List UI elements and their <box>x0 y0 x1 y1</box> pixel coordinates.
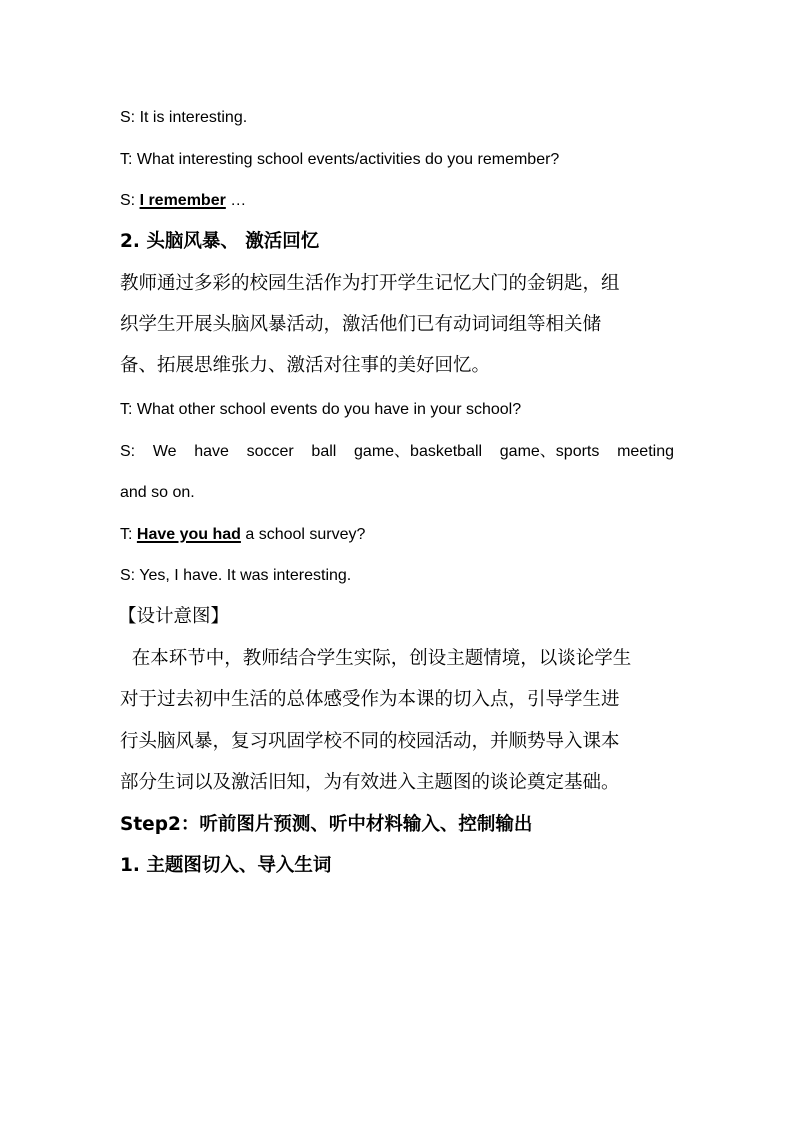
section-heading-brainstorm <box>120 231 319 253</box>
speaker-prefix: S: <box>120 192 140 209</box>
paragraph-text: 行头脑风暴，复习巩固学校不同的校园活动，并顺势导入课本 <box>120 731 620 752</box>
paragraph-line <box>120 731 620 753</box>
paragraph-text: 教师通过多彩的校园生活作为打开学生记忆大门的金钥匙，组 <box>120 273 620 294</box>
word: We <box>152 443 177 460</box>
design-intent-title <box>118 606 229 628</box>
dialogue-line-teacher-2 <box>120 399 521 421</box>
dialogue-line-continuation <box>120 482 195 504</box>
paragraph-text: 备、拓展思维张力、激活对往事的美好回忆。 <box>120 355 491 376</box>
dialogue-text: T: What other school events do you have in your school? <box>120 401 522 418</box>
paragraph-text: 在本环节中，教师结合学生实际，创设主题情境，以谈论学生 <box>120 648 632 669</box>
word: soccer <box>246 443 294 460</box>
word: game、basketball <box>354 443 483 460</box>
dialogue-text: S: It is interesting. <box>120 109 248 126</box>
key-phrase-underlined: I remember <box>139 192 226 209</box>
dialogue-line-student-3 <box>120 441 674 463</box>
paragraph-line <box>120 314 601 336</box>
paragraph-line <box>120 648 631 670</box>
paragraph-line <box>120 772 620 794</box>
dialogue-line-student-2 <box>120 190 246 212</box>
step-heading <box>120 814 532 836</box>
word: S: <box>120 443 136 460</box>
dialogue-line-student-1 <box>120 107 247 129</box>
sub-heading <box>120 855 331 877</box>
word: game、sports <box>499 443 600 460</box>
paragraph-text: 对于过去初中生活的总体感受作为本课的切入点，引导学生进 <box>120 689 620 710</box>
paragraph-text: 织学生开展头脑风暴活动，激活他们已有动词词组等相关储 <box>120 314 602 335</box>
heading-text: Step2：听前图片预测、听中材料输入、控制输出 <box>120 814 533 835</box>
paragraph-line <box>120 689 620 711</box>
dialogue-line-teacher-1 <box>120 149 559 171</box>
dialogue-line-student-4 <box>120 565 351 587</box>
word: have <box>194 443 229 460</box>
speaker-prefix: T: <box>120 526 137 543</box>
word: meeting <box>617 443 674 460</box>
dialogue-text: S: Yes, I have. It was interesting. <box>120 567 352 584</box>
paragraph-text: 部分生词以及激活旧知，为有效进入主题图的谈论奠定基础。 <box>120 772 620 793</box>
dialogue-text: a school survey? <box>240 526 366 543</box>
paragraph-line <box>120 355 490 377</box>
dialogue-text: and so on. <box>120 484 195 501</box>
dialogue-text: … <box>225 192 247 209</box>
section-label: 【设计意图】 <box>118 606 230 627</box>
heading-text: 2. 头脑风暴、 激活回忆 <box>120 231 320 252</box>
dialogue-line-teacher-3 <box>120 524 365 546</box>
dialogue-text: T: What interesting school events/activities do you remember? <box>120 151 560 168</box>
word: ball <box>311 443 337 460</box>
heading-text: 1. 主题图切入、导入生词 <box>120 855 332 876</box>
key-phrase-underlined: Have you had <box>136 526 241 543</box>
paragraph-line <box>120 273 620 295</box>
